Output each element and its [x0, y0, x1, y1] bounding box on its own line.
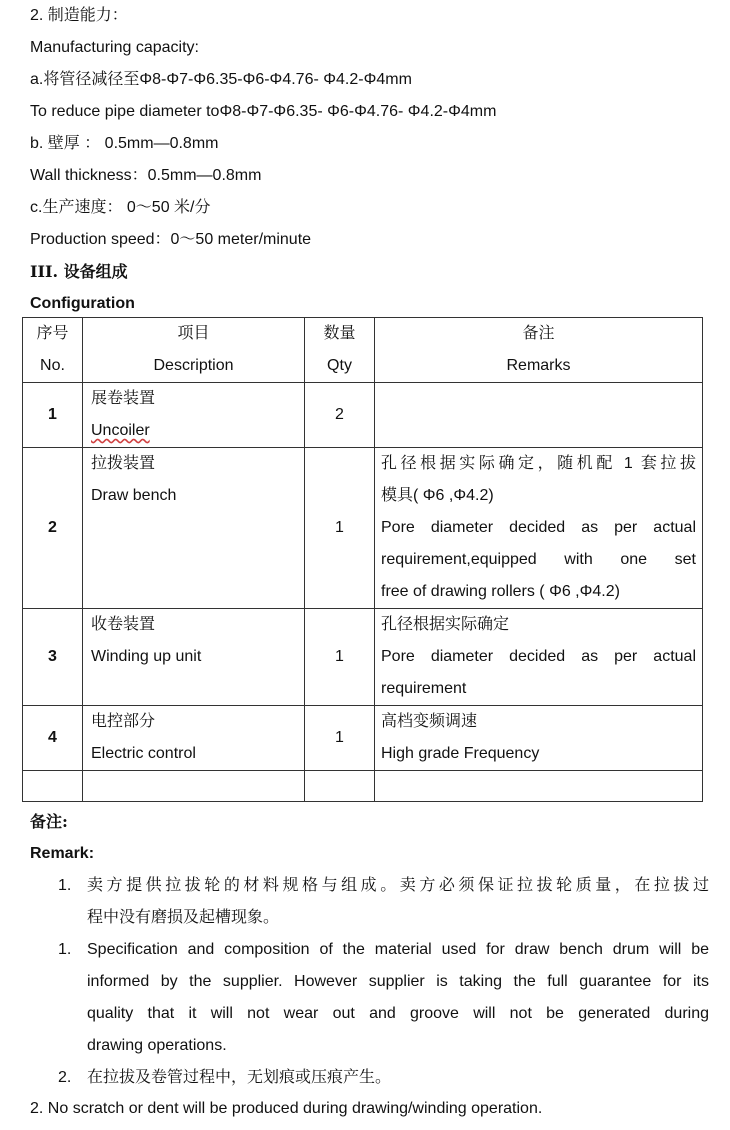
row-description	[83, 383, 305, 448]
remark-line: requirement,equipped with one set	[381, 551, 696, 568]
row-description	[83, 706, 305, 771]
header-remarks-cn: 备注	[522, 325, 555, 342]
row-desc-cn: 电控部分	[91, 713, 156, 730]
header-remarks-en: Remarks	[506, 357, 571, 374]
remark-item-line: informed by the supplier. However supplier is taking the full guarantee for its	[87, 973, 709, 990]
remark-item-line: 卖方提供拉拔轮的材料规格与组成。卖方必须保证拉拔轮质量，在拉拔过	[87, 877, 709, 894]
remark-heading-en: Remark:	[30, 845, 95, 862]
header-qty	[305, 318, 375, 383]
config-heading-en: Configuration	[30, 295, 135, 312]
row-remarks	[375, 609, 703, 706]
row-description	[83, 448, 305, 609]
row-qty: 2	[305, 383, 375, 448]
header-no-en: No.	[40, 357, 65, 374]
header-qty-en: Qty	[327, 357, 352, 374]
row-remarks	[375, 706, 703, 771]
remark-line: free of drawing rollers ( Φ6 ,Φ4.2)	[381, 583, 620, 600]
row-qty: 1	[305, 706, 375, 771]
header-no-cn: 序号	[36, 325, 69, 342]
remark-line: 孔径根据实际确定	[381, 616, 510, 633]
remark-line: 孔径根据实际确定，随机配 1 套拉拔	[381, 455, 696, 472]
header-no	[23, 318, 83, 383]
row-description	[83, 609, 305, 706]
table-row	[23, 448, 703, 609]
remark-item	[87, 940, 709, 1068]
remark-item-line: 程中没有磨损及起槽现象。	[87, 909, 280, 926]
row-desc-en: Electric control	[91, 745, 196, 762]
config-heading-cn: III. 设备组成	[30, 262, 128, 281]
capacity-item-b-cn: b. 壁厚 ： 0.5mm—0.8mm	[30, 135, 219, 152]
capacity-item-a-en: To reduce pipe diameter toΦ8-Φ7-Φ6.35- Φ6-Φ4.76- Φ4.2-Φ4mm	[30, 103, 497, 120]
remark-final-en: 2. No scratch or dent will be produced during drawing/winding operation.	[30, 1100, 543, 1117]
row-no: 1	[23, 383, 83, 448]
capacity-item-c-cn: c.生产速度： 0～50 米/分	[30, 199, 211, 216]
row-desc-cn: 展卷装置	[91, 390, 156, 407]
capacity-item-a-cn: a.将管径减径至Φ8-Φ7-Φ6.35-Φ6-Φ4.76- Φ4.2-Φ4mm	[30, 71, 412, 88]
table-row	[23, 609, 703, 706]
remark-item-number: 1.	[58, 941, 72, 958]
header-description	[83, 318, 305, 383]
remark-item	[87, 1068, 709, 1100]
table-row-empty	[23, 771, 703, 802]
empty-cell	[23, 771, 83, 802]
row-desc-en	[91, 415, 304, 447]
header-remarks	[375, 318, 703, 383]
spellcheck-underlined-text: Uncoiler	[91, 422, 150, 439]
table-header-row	[23, 318, 703, 383]
header-desc-en: Description	[153, 357, 234, 374]
table-row	[23, 383, 703, 448]
remark-item-line: drawing operations.	[87, 1037, 227, 1054]
row-desc-cn: 拉拨装置	[91, 455, 156, 472]
row-qty: 1	[305, 448, 375, 609]
remark-line: High grade Frequency	[381, 745, 540, 762]
capacity-item-b-en: Wall thickness：0.5mm—0.8mm	[30, 167, 262, 184]
capacity-item-c-en: Production speed：0～50 meter/minute	[30, 231, 312, 248]
header-qty-cn: 数量	[323, 325, 356, 342]
empty-cell	[375, 771, 703, 802]
remark-heading-cn: 备注:	[30, 812, 68, 831]
remark-item-line: 在拉拔及卷管过程中，无划痕或压痕产生。	[87, 1069, 392, 1086]
configuration-table	[22, 317, 703, 802]
row-no: 3	[23, 609, 83, 706]
empty-cell	[83, 771, 305, 802]
table-row	[23, 706, 703, 771]
remark-line: Pore diameter decided as per actual	[381, 648, 696, 665]
row-remarks	[375, 448, 703, 609]
remark-item-line: Specification and composition of the material used for draw bench drum will be	[87, 941, 709, 958]
remark-line: requirement	[381, 680, 467, 697]
empty-cell	[305, 771, 375, 802]
capacity-heading-en: Manufacturing capacity:	[30, 39, 199, 56]
remark-line: 模具( Φ6 ,Φ4.2)	[381, 487, 494, 504]
row-desc-cn: 收卷装置	[91, 616, 156, 633]
remark-item	[87, 876, 709, 940]
row-desc-en: Draw bench	[91, 487, 177, 504]
row-no: 4	[23, 706, 83, 771]
remark-item-number: 2.	[58, 1069, 72, 1086]
row-desc-en: Winding up unit	[91, 648, 202, 665]
remark-item-number: 1.	[58, 877, 72, 894]
row-remarks	[375, 383, 703, 448]
capacity-heading-cn: 2. 制造能力：	[30, 7, 128, 24]
row-qty: 1	[305, 609, 375, 706]
header-desc-cn: 项目	[177, 325, 210, 342]
remark-line: 高档变频调速	[381, 713, 478, 730]
remark-line: Pore diameter decided as per actual	[381, 519, 696, 536]
remark-item-line: quality that it will not wear out and groove will not be generated during	[87, 1005, 709, 1022]
row-no: 2	[23, 448, 83, 609]
